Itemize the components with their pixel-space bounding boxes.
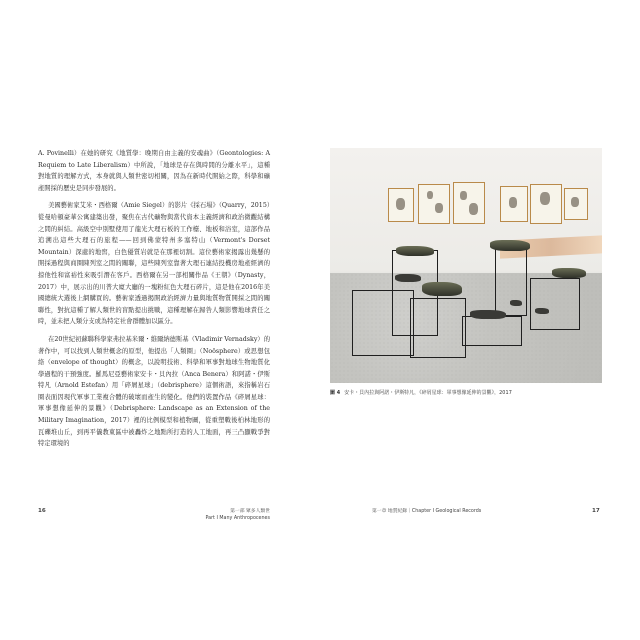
steel-table <box>410 298 466 358</box>
terrain-model <box>470 310 506 319</box>
page-number: 16 <box>38 508 46 514</box>
terrain-model <box>552 268 586 278</box>
left-running-head <box>178 508 270 522</box>
steel-table <box>530 278 580 330</box>
framed-drawing <box>530 184 562 224</box>
figure-label: 圖 4 <box>330 390 341 396</box>
terrain-model <box>396 246 434 256</box>
paragraph: 美國藝術家艾米・西格爾（Amie Siegel）的影片《採石場》（Quarry，2015）從曼哈頓豪華公寓建築出發，聚焦在古代礦物與當代資本主義經濟和政治微觀結構之間的糾結。高級空中別墅使用了龍光大理石板的工作檯、地板和浴室，這部作品追溯出這些大理石的旅程——回到佛蒙特州多塞特山（Vermont's Dorset Mountain）深處的地窖，白色優質岩就是在那裡切割。這位藝術家揭露出幾懸的開採過程與商圈陳列室之間的關聯，這些陳列室靠著大理石連結投機房地產經濟的掠他性和富裕性來吸引潛在客戶。西格爾在另一部相關作品《王朝》（Dynasty，2017）中，展示出的川普大廈大廳的一塊粉紅色大理石碎片，這是他在2016年美國總統大選後上網購買的。藝術家透過揭開政治經濟力量與地質物質開採之間的關聯性，對抗這種了解人類世的盲點提出挑戰，這種理解在歸咎人類影響地球責任之時，並未把人類分支或為特定社會群體加以區分。 <box>38 202 270 326</box>
terrain-model <box>490 240 530 251</box>
left-page-body <box>38 148 270 456</box>
installation-photo <box>330 148 602 383</box>
framed-drawing <box>388 188 414 222</box>
terrain-model <box>395 274 421 282</box>
right-page-body <box>330 148 602 396</box>
terrain-model <box>422 282 462 296</box>
terrain-model <box>510 300 522 306</box>
framed-drawing <box>500 186 528 222</box>
left-folio-number <box>38 508 46 515</box>
paragraph: A. Povinelli）在她的研究《地質學：晚期自由主義的安魂曲》（Geontologies: A Requiem to Late Liberalism）中所說，「地球是存在與時間的分離水平」，這種對地質的理解方式，本身就與人類世密切相關，因為在新時代開始之際，科學和礦產開採的歷史是同步發展的。 <box>38 150 270 192</box>
framed-drawing <box>418 184 450 224</box>
running-head-en: Part I Many Anthropocenes <box>205 516 270 521</box>
running-head: 第一章 地質紀錄｜Chapter I Geological Records <box>372 509 482 514</box>
framed-drawing <box>453 182 485 224</box>
right-folio-number <box>592 508 600 515</box>
paragraph: 在20世紀初蘇聯科學家弗拉基米爾・維爾納德斯基（Vladimir Vernadsky）的著作中，可以找到人類世概念的原型，他提出「人類圈」（Noösphere）或思想包絡（envelope of thought）的概念，以說明技術、科學和軍事對地球生物地質化學過程的干預強度。羅馬尼亞藝術家安卡・貝內拉（Anca Benera）和阿諾・伊斯特凡（Arnold Estefan）用「碎屑星球」（debrisphere）這個術語，來指稱岩石圈表面因現代軍事工業複合體的破壞而產生的變化。他們的裝置作品《碎屑星球：軍事想像延伸的景觀》（Debrisphere: Landscape as an Extension of the Military Imagination，2017）裡的比例模型和植物圖，從重塑戰後柏林地形的瓦礫堆山丘，到再平儀教東區中被轟炸之地點所打造的人工地面，再三凸顯戰爭對特定環境的 <box>38 335 270 448</box>
right-running-head <box>372 508 481 515</box>
page-number: 17 <box>592 508 600 514</box>
caption-text: 安卡・貝內拉與阿諾・伊斯特凡，《碎屑星球：軍事想像延伸的景觀》，2017 <box>344 390 512 396</box>
steel-table <box>462 316 522 346</box>
framed-drawing <box>564 188 588 220</box>
terrain-model <box>535 308 549 314</box>
figure-caption <box>330 389 602 396</box>
running-head-zh: 第一部 眾多人類世 <box>230 509 270 514</box>
